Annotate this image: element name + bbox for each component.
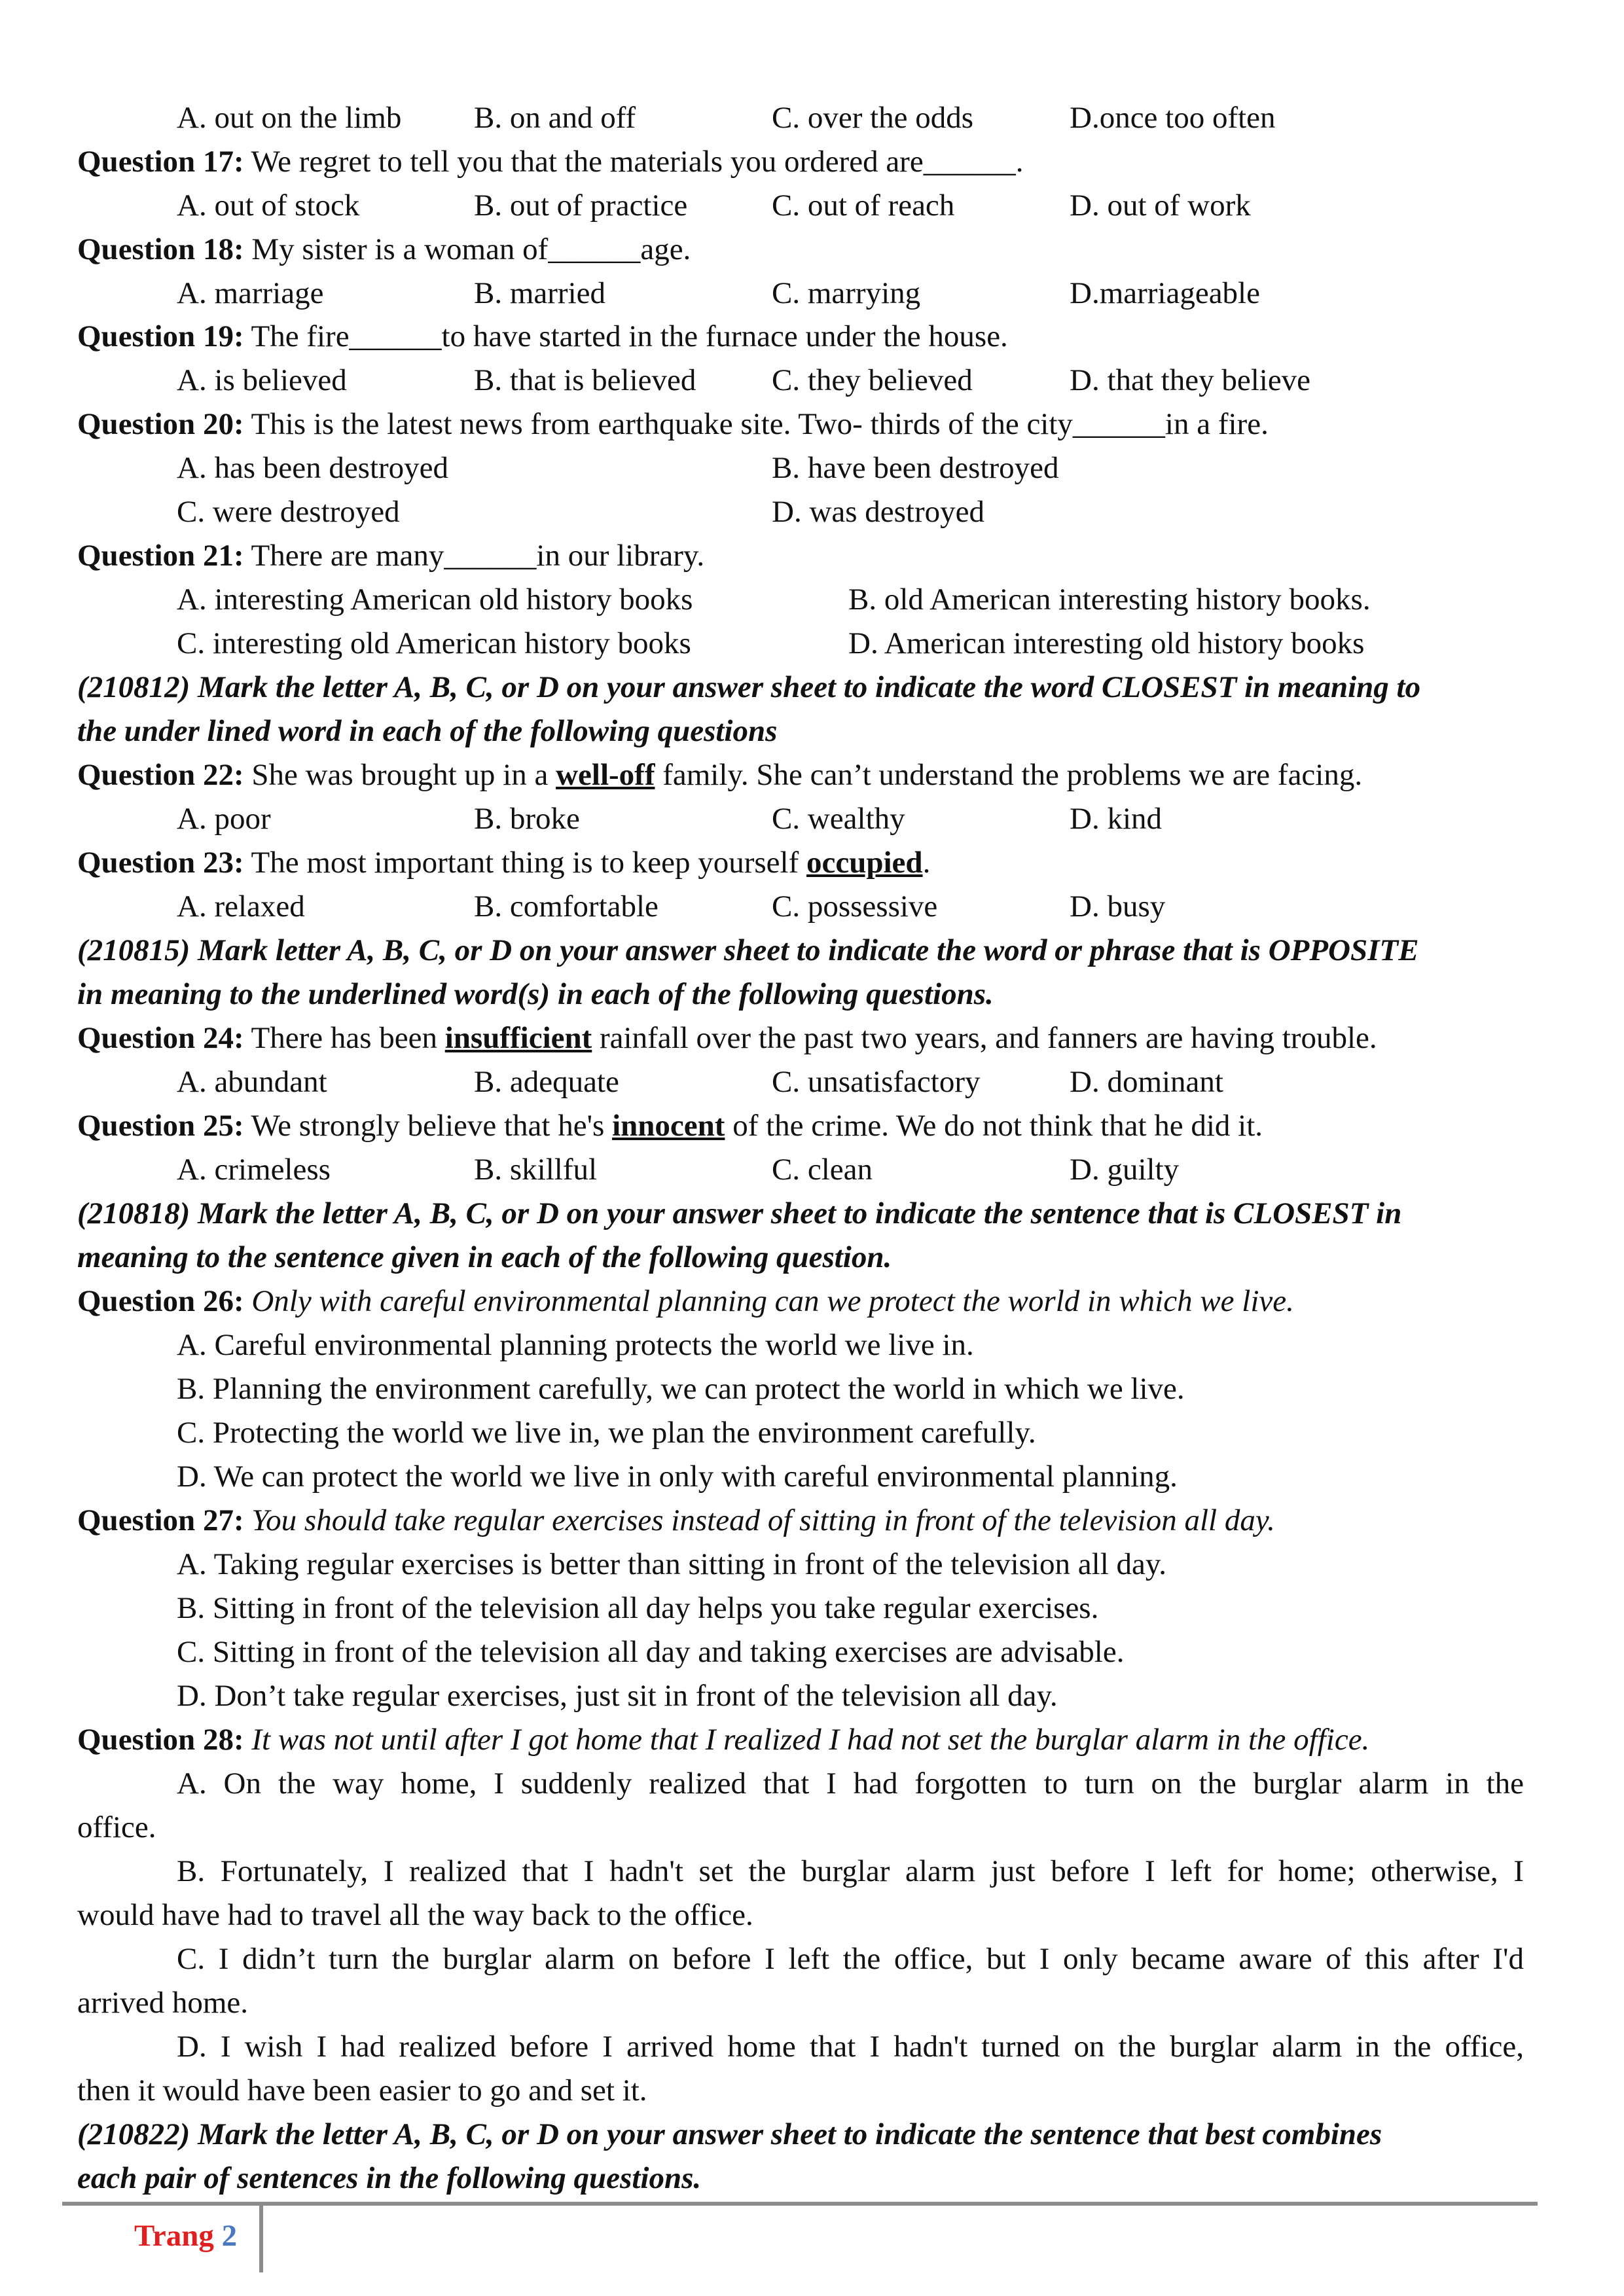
question-number: Question 22: [77,758,244,792]
question-text: family. She can’t understand the problems we are facing. [655,758,1363,792]
q28-option-d-cont: then it would have been easier to go and set it. [77,2073,647,2108]
q25-option-b: B. skillful [474,1153,598,1187]
question-text: She was brought up in a [244,758,556,792]
q24-option-c: C. unsatisfactory [772,1065,981,1099]
q23-option-b: B. comfortable [474,889,659,924]
section-instruction-closest-sentence-cont: meaning to the sentence given in each of the following question. [77,1240,892,1274]
q16-option-c: C. over the odds [772,101,974,135]
q26-option-c-row [77,1411,1524,1454]
q23-option-a: A. relaxed [177,889,305,924]
q23-option-c: C. possessive [772,889,938,924]
q25-options [77,1148,1524,1191]
q19-stem [77,315,1524,358]
q17-option-c: C. out of reach [772,188,955,223]
q21-options-row1 [77,578,1524,621]
question-text: of the crime. We do not think that he did it. [725,1109,1263,1143]
question-number: Question 24: [77,1021,244,1055]
q28-option-a: A. On the way home, I suddenly realized that I had forgotten to turn on the burglar alarm in the [177,1767,1524,1801]
q20-stem [77,403,1524,446]
q28-option-b-cont: would have had to travel all the way back to the office. [77,1898,753,1932]
footer-rule [62,2202,1538,2206]
section-instruction-opposite-word: (210815) Mark letter A, B, C, or D on your answer sheet to indicate the word or phrase that is OPPOSITE [77,933,1419,967]
q26-stem [77,1280,1524,1323]
q16-option-b: B. on and off [474,101,636,135]
q20-option-b: B. have been destroyed [772,451,1059,485]
question-text: My sister is a woman of______age. [244,232,691,266]
question-number: Question 17: [77,145,244,179]
q19-option-c: C. they believed [772,363,973,397]
q24-option-b: B. adequate [474,1065,619,1099]
question-text: We strongly believe that he's [244,1109,613,1143]
question-text: . [922,846,931,880]
q19-option-d: D. that they believe [1070,363,1311,397]
q25-stem [77,1104,1524,1147]
q26-option-d-row [77,1455,1524,1498]
q26-option-b-row [77,1367,1524,1410]
q18-options [77,272,1524,315]
q26-option-d: D. We can protect the world we live in only with careful environmental planning. [177,1460,1178,1494]
underlined-word: occupied [806,846,923,880]
q21-option-a: A. interesting American old history books [177,583,693,617]
question-text: The fire______to have started in the furnace under the house. [244,319,1008,353]
underlined-word: well-off [556,758,655,792]
q24-option-a: A. abundant [177,1065,327,1099]
q20-option-d: D. was destroyed [772,495,985,529]
section-instruction-closest-sentence: (210818) Mark the letter A, B, C, or D on your answer sheet to indicate the sentence that is CLOSEST in [77,1196,1402,1230]
q25-option-c: C. clean [772,1153,873,1187]
q28-stem [77,1718,1524,1761]
section-instruction-combine-sentences-cont: each pair of sentences in the following questions. [77,2161,702,2195]
question-text: There are many______in our library. [244,539,705,573]
question-text: Only with careful environmental planning can we protect the world in which we live. [244,1284,1294,1318]
question-text: rainfall over the past two years, and fanners are having trouble. [592,1021,1377,1055]
question-number: Question 26: [77,1284,244,1318]
question-number: Question 23: [77,846,244,880]
q19-option-a: A. is believed [177,363,347,397]
section-instruction-closest-word-cont: the under lined word in each of the following questions [77,714,778,748]
q25-option-a: A. crimeless [177,1153,331,1187]
page-number: 2 [221,2219,238,2253]
question-number: Question 18: [77,232,244,266]
q21-option-c: C. interesting old American history books [177,626,691,660]
q20-options-row2 [77,490,1524,533]
underlined-word: insufficient [444,1021,592,1055]
q20-option-a: A. has been destroyed [177,451,449,485]
q26-option-b: B. Planning the environment carefully, we can protect the world in which we live. [177,1372,1185,1406]
q21-option-b: B. old American interesting history books. [848,583,1371,617]
section-instruction-opposite-word-cont: in meaning to the underlined word(s) in each of the following questions. [77,977,994,1011]
question-number: Question 21: [77,539,244,573]
q19-option-b: B. that is believed [474,363,696,397]
q21-options-row2 [77,622,1524,665]
q20-options-row1 [77,446,1524,490]
q17-option-a: A. out of stock [177,188,360,223]
q19-options [77,359,1524,402]
question-text: It was not until after I got home that I realized I had not set the burglar alarm in the office. [244,1723,1370,1757]
q17-options [77,184,1524,227]
section-instruction-combine-sentences: (210822) Mark the letter A, B, C, or D on your answer sheet to indicate the sentence that best combines [77,2117,1382,2151]
q27-option-b-row [77,1587,1524,1630]
q17-stem [77,140,1524,183]
q22-option-a: A. poor [177,802,271,836]
q16-option-a: A. out on the limb [177,101,402,135]
question-number: Question 19: [77,319,244,353]
q18-option-a: A. marriage [177,276,324,310]
underlined-word: innocent [612,1109,725,1143]
q28-option-d: D. I wish I had realized before I arrived home that I hadn't turned on the burglar alarm in the office, [177,2030,1524,2064]
footer-label: Trang [134,2219,214,2253]
q23-options [77,885,1524,928]
q23-option-d: D. busy [1070,889,1166,924]
q28-option-b: B. Fortunately, I realized that I hadn't set the burglar alarm just before I left for home; otherwise, I [177,1854,1524,1888]
q17-option-b: B. out of practice [474,188,688,223]
question-text: We regret to tell you that the materials you ordered are______. [244,145,1024,179]
q24-options [77,1060,1524,1103]
question-text: There has been [244,1021,445,1055]
q26-option-c: C. Protecting the world we live in, we plan the environment carefully. [177,1416,1036,1450]
question-text: This is the latest news from earthquake site. Two- thirds of the city______in a fire. [244,407,1269,441]
q21-stem [77,534,1524,577]
section-instruction-closest-word: (210812) Mark the letter A, B, C, or D on your answer sheet to indicate the word CLOSEST in meaning to [77,670,1421,704]
q16-option-d: D.once too often [1070,101,1276,135]
q28-option-a-cont: office. [77,1810,156,1844]
q25-option-d: D. guilty [1070,1153,1180,1187]
q26-option-a: A. Careful environmental planning protects the world we live in. [177,1328,974,1362]
question-text: The most important thing is to keep yourself [244,846,806,880]
q23-stem [77,841,1524,884]
q21-option-d: D. American interesting old history books [848,626,1365,660]
q24-option-d: D. dominant [1070,1065,1223,1099]
page-footer [134,2214,237,2257]
q18-stem [77,228,1524,271]
q27-option-d-row [77,1674,1524,1717]
q27-option-d: D. Don’t take regular exercises, just sit in front of the television all day. [177,1679,1058,1713]
q18-option-b: B. married [474,276,605,310]
q18-option-c: C. marrying [772,276,921,310]
question-number: Question 27: [77,1503,244,1537]
q27-option-b: B. Sitting in front of the television all day helps you take regular exercises. [177,1591,1099,1625]
q27-stem [77,1499,1524,1542]
q22-option-c: C. wealthy [772,802,905,836]
question-number: Question 20: [77,407,244,441]
question-number: Question 25: [77,1109,244,1143]
q20-option-c: C. were destroyed [177,495,400,529]
q27-option-a: A. Taking regular exercises is better than sitting in front of the television all day. [177,1547,1167,1581]
q22-option-d: D. kind [1070,802,1162,836]
q16-options [77,96,1524,139]
q27-option-c-row [77,1630,1524,1674]
q22-options [77,797,1524,840]
q27-option-c: C. Sitting in front of the television all day and taking exercises are advisable. [177,1635,1125,1669]
q24-stem [77,1016,1524,1060]
question-number: Question 28: [77,1723,244,1757]
question-text: You should take regular exercises instead of sitting in front of the television all day. [244,1503,1275,1537]
q18-option-d: D.marriageable [1070,276,1260,310]
q28-option-c-cont: arrived home. [77,1986,249,2020]
q17-option-d: D. out of work [1070,188,1251,223]
footer-divider [259,2206,263,2272]
q22-option-b: B. broke [474,802,580,836]
q27-option-a-row [77,1543,1524,1586]
q22-stem [77,753,1524,797]
q26-option-a-row [77,1323,1524,1367]
q28-option-c: C. I didn’t turn the burglar alarm on before I left the office, but I only became aware of this after I'd [177,1942,1524,1976]
